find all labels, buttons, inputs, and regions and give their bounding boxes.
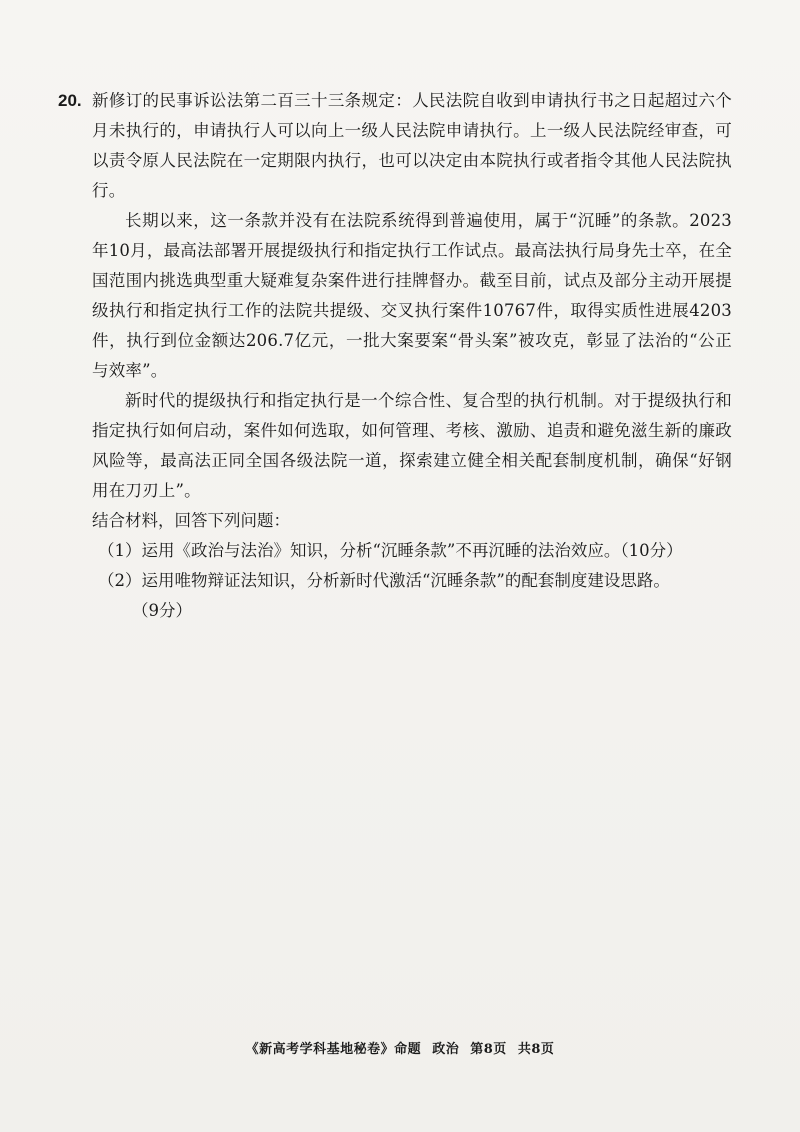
- question-20: [58, 86, 732, 626]
- material-paragraph-2: 长期以来，这一条款并没有在法院系统得到普遍使用，属于“沉睡”的条款。2023年10月，最高法部署开展提级执行和指定执行工作试点。最高法执行局身先士卒，在全国范围内挑选典型重大疑难复杂案件进行挂牌督办。截至目前，试点及部分主动开展提级执行和指定执行工作的法院共提级、交叉执行案件10767件，取得实质性进展4203件，执行到位金额达206.7亿元，一批大案要案“骨头案”被攻克，彰显了法治的“公正与效率”。: [92, 211, 732, 380]
- question-number: 20.: [58, 91, 82, 110]
- footer-total-pages: 共8页: [517, 1042, 555, 1057]
- sub-question-2-score: （9分）: [132, 601, 192, 620]
- footer-page-number: 第8页: [470, 1042, 507, 1057]
- question-intro: 新修订的民事诉讼法第二百三十三条规定：人民法院自收到申请执行书之日起超过六个月未执行的，申请执行人可以向上一级人民法院申请执行。上一级人民法院经审查，可以责令原人民法院在一定期限内执行，也可以决定由本院执行或者指令其他人民法院执行。: [92, 91, 732, 200]
- sub-question-2: （2）运用唯物辩证法知识，分析新时代激活“沉睡条款”的配套制度建设思路。: [98, 571, 670, 590]
- footer-subject: 政治: [432, 1042, 460, 1057]
- page-footer: [0, 1038, 800, 1057]
- sub-question-1: （1）运用《政治与法治》知识，分析“沉睡条款”不再沉睡的法治效应。（10分）: [98, 541, 683, 560]
- material-paragraph-3: 新时代的提级执行和指定执行是一个综合性、复合型的执行机制。对于提级执行和指定执行如何启动，案件如何选取，如何管理、考核、激励、追责和避免滋生新的廉政风险等，最高法正同全国各级法院一道，探索建立健全相关配套制度机制，确保“好钢用在刀刃上”。: [92, 391, 732, 500]
- answer-prompt: 结合材料，回答下列问题：: [92, 511, 290, 530]
- footer-source: 《新高考学科基地秘卷》命题: [245, 1042, 422, 1057]
